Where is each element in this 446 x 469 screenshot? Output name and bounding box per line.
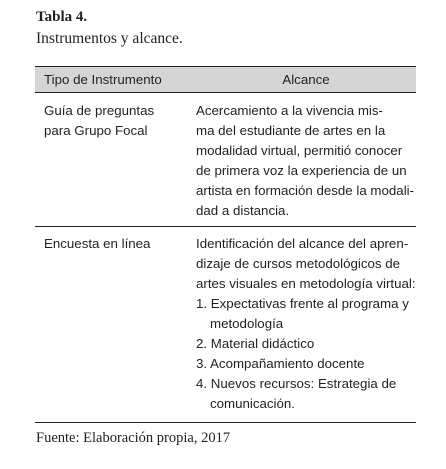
list-item: 3. Acompañamiento docente bbox=[196, 355, 365, 371]
table-number: Tabla 4. bbox=[36, 9, 88, 25]
table-row bbox=[35, 227, 416, 421]
instrument-line: Encuesta en línea bbox=[44, 236, 151, 252]
scope-line: modalidad virtual, permitió conocer bbox=[196, 142, 403, 158]
table-header-row bbox=[35, 67, 416, 92]
instrument-line: para Grupo Focal bbox=[44, 122, 148, 138]
list-item: 2. Material didáctico bbox=[196, 335, 315, 351]
table-row bbox=[35, 93, 416, 226]
list-item: 4. Nuevos recursos: Estrategia de bbox=[196, 375, 397, 391]
scope-list bbox=[196, 294, 414, 413]
list-item-continuation: metodología bbox=[210, 316, 284, 332]
scope-line: artista en formación desde la modali- bbox=[196, 182, 415, 198]
scope-line: ma del estudiante de artes en la bbox=[196, 122, 386, 138]
table-title: Instrumentos y alcance. bbox=[36, 30, 183, 47]
scope-line: dizaje de cursos metodológicos de bbox=[196, 256, 401, 272]
list-item: 1. Expectativas frente al programa y bbox=[196, 296, 409, 312]
header-scope: Alcance bbox=[282, 72, 330, 87]
scope-line: Identificación del alcance del apren- bbox=[196, 236, 409, 252]
scope-cell bbox=[196, 101, 414, 220]
scope-line: Acercamiento a la vivencia mis- bbox=[196, 103, 383, 118]
table-bottom-rule bbox=[35, 422, 416, 423]
instrument-line: Guía de preguntas bbox=[44, 103, 155, 118]
instrument-cell bbox=[44, 234, 194, 254]
list-item-continuation: comunicación. bbox=[210, 395, 295, 411]
scope-line: de primera voz la experiencia de un bbox=[196, 162, 407, 178]
scope-line: artes visuales en metodología virtual: bbox=[196, 276, 416, 292]
scope-line: dad a distancia. bbox=[196, 202, 290, 218]
instrument-cell bbox=[44, 101, 194, 141]
scope-cell bbox=[196, 234, 414, 413]
source-note: Fuente: Elaboración propia, 2017 bbox=[36, 430, 231, 446]
instruments-table bbox=[35, 66, 416, 423]
header-instrument-type: Tipo de Instrumento bbox=[44, 72, 162, 87]
